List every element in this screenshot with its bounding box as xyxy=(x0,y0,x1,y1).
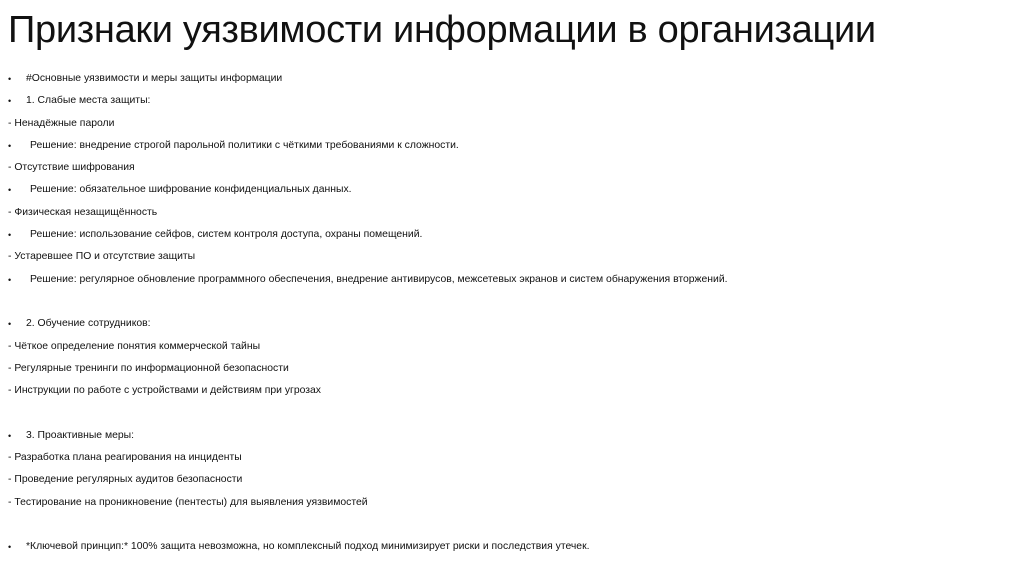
list-item-text: - Разработка плана реагирования на инциденты xyxy=(8,452,242,464)
dash-list-item xyxy=(8,358,1008,380)
list-item-text: Решение: внедрение строгой парольной политики с чёткими требованиями к сложности. xyxy=(30,139,459,151)
blank-line xyxy=(8,402,1008,424)
list-item-text: 1. Слабые места защиты: xyxy=(26,95,151,107)
bullet-icon: • xyxy=(8,140,12,151)
dash-list-item xyxy=(8,246,1008,268)
bullet-list-item xyxy=(8,135,1008,157)
bullet-list-item xyxy=(8,425,1008,447)
slide-body xyxy=(8,68,1008,559)
bullet-list-item xyxy=(8,68,1008,90)
bullet-list-item xyxy=(8,179,1008,201)
dash-list-item xyxy=(8,157,1008,179)
dash-list-item xyxy=(8,469,1008,491)
bullet-icon: • xyxy=(8,319,12,330)
bullet-icon: • xyxy=(8,274,12,285)
list-item-text: 3. Проактивные меры: xyxy=(26,429,135,441)
dash-list-item xyxy=(8,202,1008,224)
slide-title: Признаки уязвимости информации в организации xyxy=(8,9,876,51)
dash-list-item xyxy=(8,336,1008,358)
list-item-text: Решение: обязательное шифрование конфиденциальных данных. xyxy=(30,184,352,196)
bullet-list-item xyxy=(8,269,1008,291)
bullet-icon: • xyxy=(8,74,12,84)
bullet-list-item xyxy=(8,224,1008,246)
list-item-text: - Физическая незащищённость xyxy=(8,206,158,218)
list-item-text: #Основные уязвимости и меры защиты информации xyxy=(26,73,283,84)
bullet-icon: • xyxy=(8,185,12,196)
list-item-text: - Проведение регулярных аудитов безопасности xyxy=(8,474,243,486)
list-item-text: - Отсутствие шифрования xyxy=(8,162,135,174)
bullet-list-item xyxy=(8,313,1008,335)
dash-list-item xyxy=(8,380,1008,402)
dash-list-item xyxy=(8,447,1008,469)
list-item-text: Решение: регулярное обновление программного обеспечения, внедрение антивирусов, межсетевых экранов и систем обнаружения вторжений. xyxy=(30,273,728,285)
dash-list-item xyxy=(8,492,1008,514)
list-item-text: - Ненадёжные пароли xyxy=(8,117,115,129)
list-item-text: 2. Обучение сотрудников: xyxy=(26,318,151,330)
bullet-icon: • xyxy=(8,230,12,241)
list-item-text: - Чёткое определение понятия коммерческой тайны xyxy=(8,340,261,352)
list-item-text: - Инструкции по работе с устройствами и действиям при угрозах xyxy=(8,385,321,397)
dash-list-item xyxy=(8,113,1008,135)
blank-line xyxy=(8,514,1008,536)
bullet-icon: • xyxy=(8,96,12,107)
bullet-icon: • xyxy=(8,542,12,553)
bullet-icon: • xyxy=(8,430,12,441)
bullet-list-item xyxy=(8,90,1008,112)
list-item-text: - Регулярные тренинги по информационной безопасности xyxy=(8,362,289,374)
list-item-text: Решение: использование сейфов, систем контроля доступа, охраны помещений. xyxy=(30,229,423,241)
list-item-text: - Устаревшее ПО и отсутствие защиты xyxy=(8,251,196,263)
list-item-text: - Тестирование на проникновение (пентесты) для выявления уязвимостей xyxy=(8,496,368,508)
blank-line xyxy=(8,291,1008,313)
bullet-list-item xyxy=(8,536,1008,558)
list-item-text: *Ключевой принцип:* 100% защита невозможна, но комплексный подход минимизирует риски и последствия утечек. xyxy=(26,541,590,553)
